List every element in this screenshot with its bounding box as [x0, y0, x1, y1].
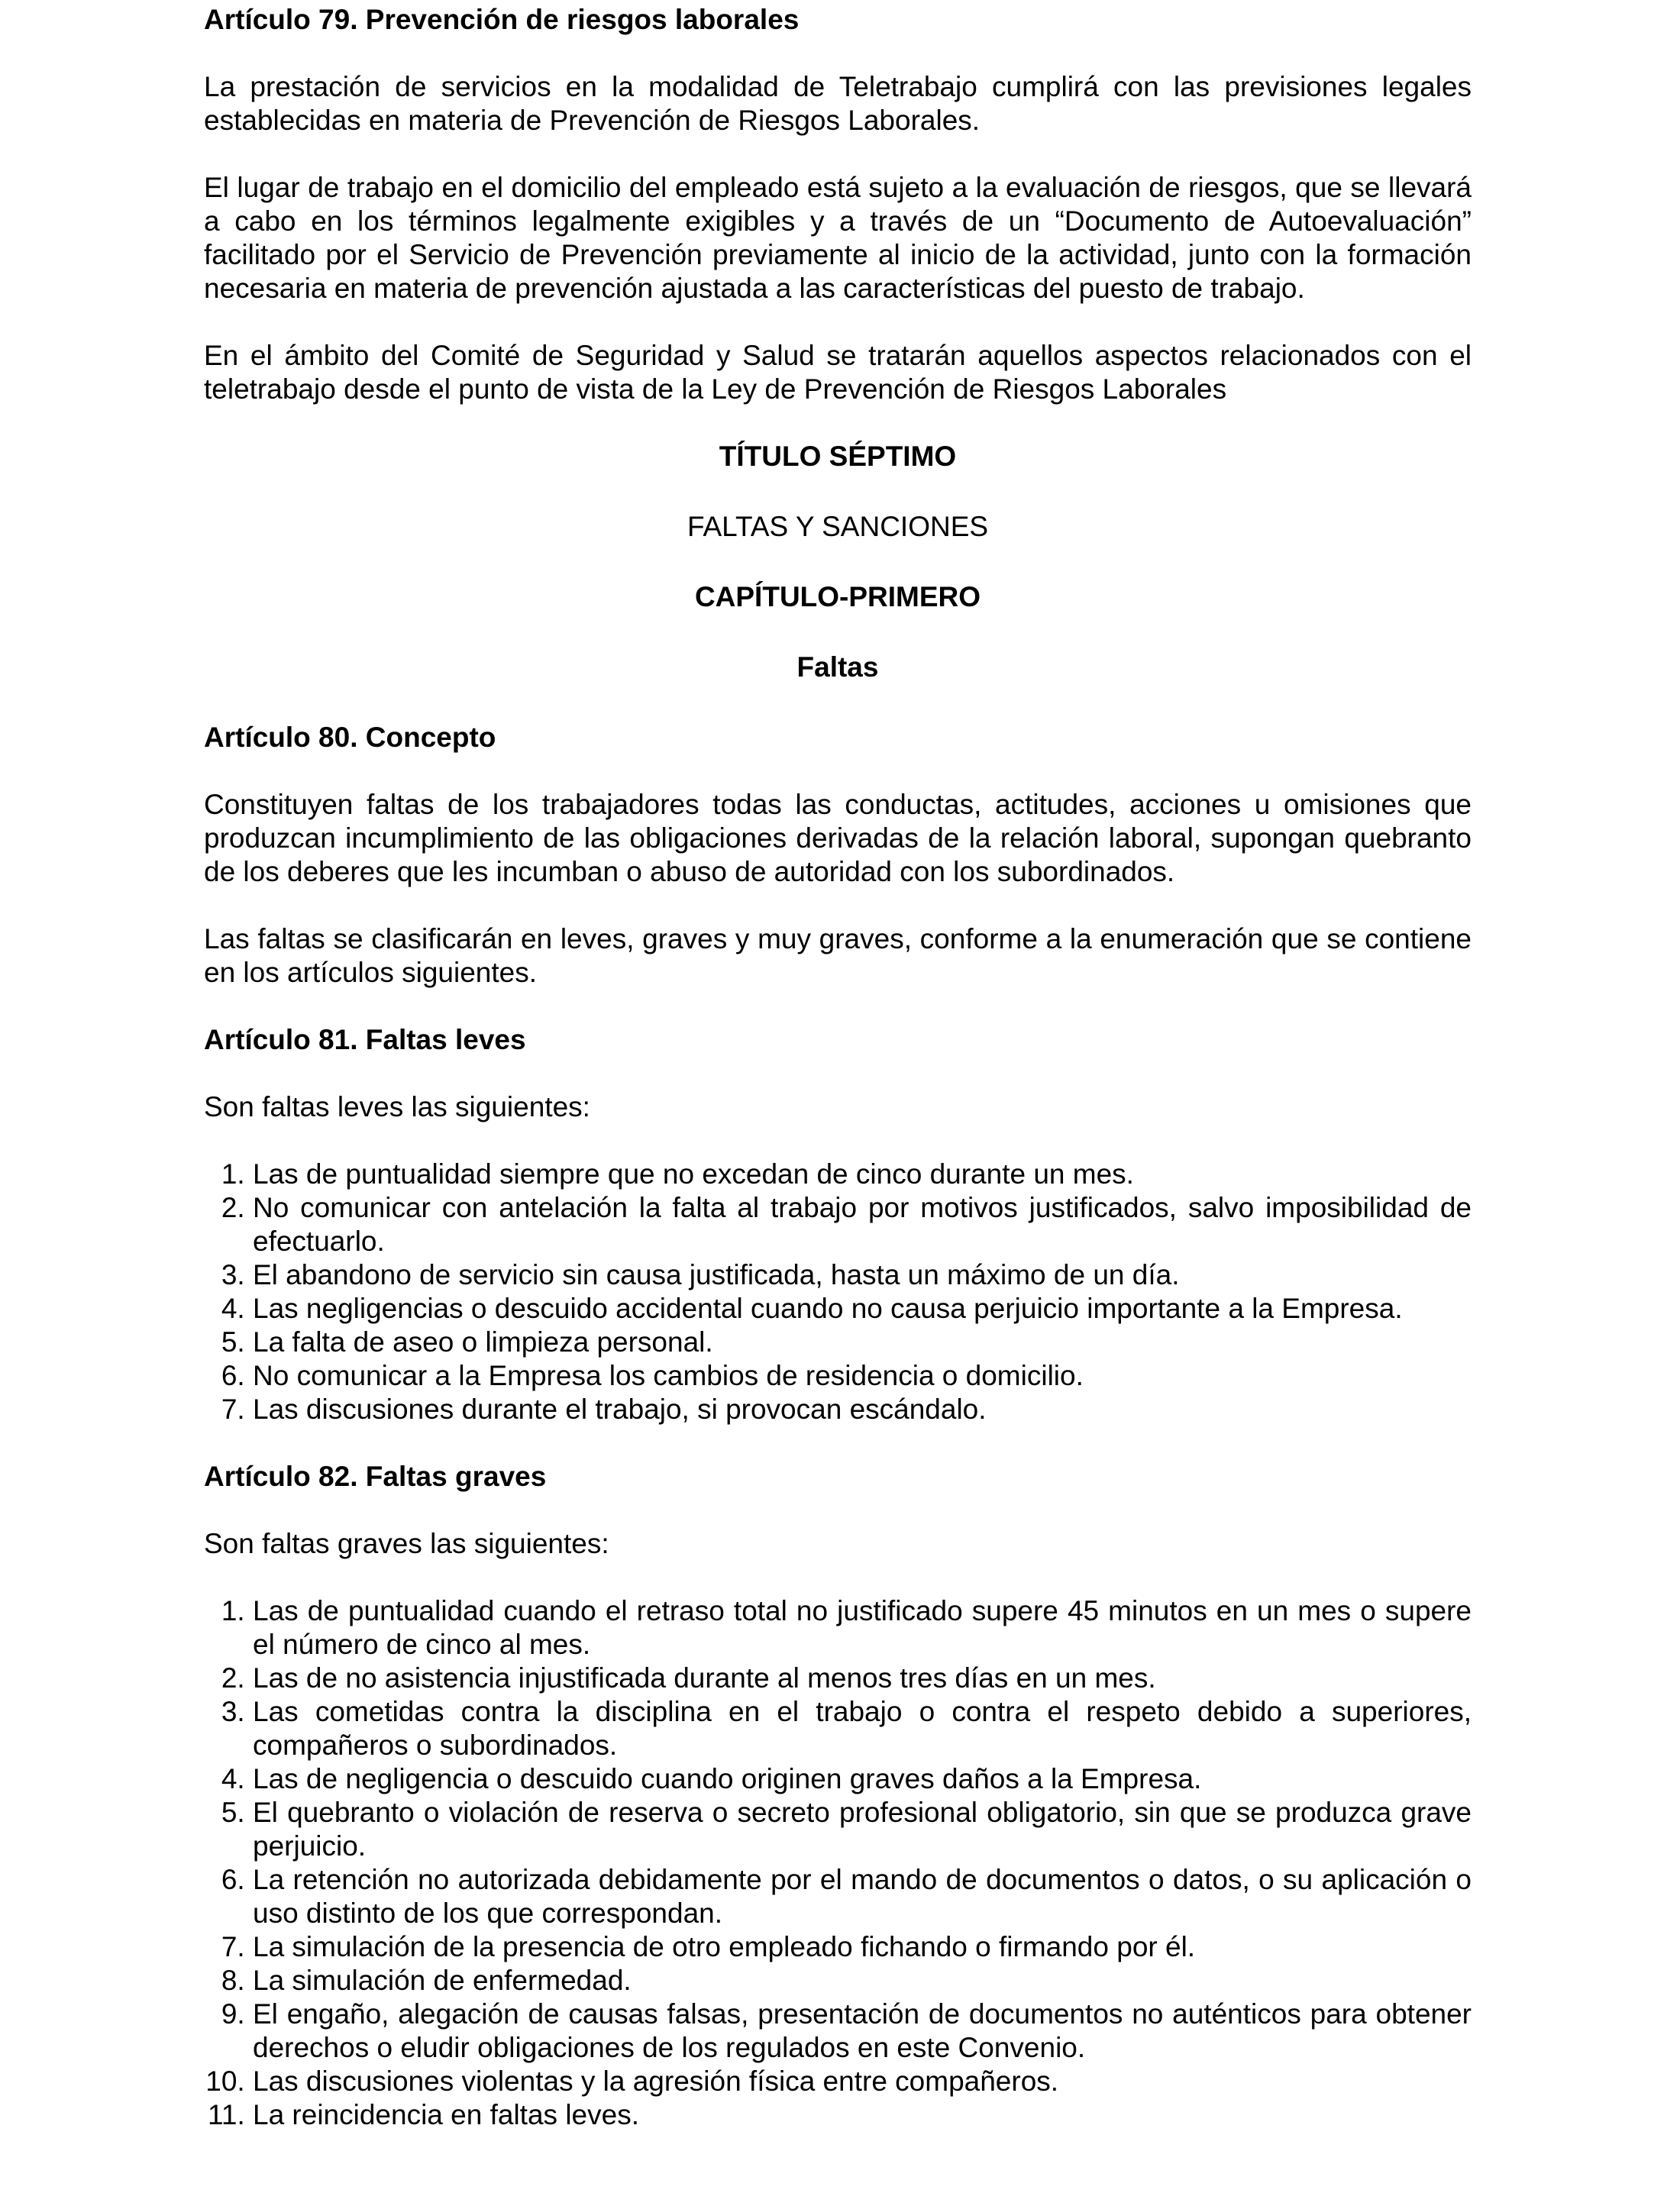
faltas-leves-item: 4. Las negligencias o descuido accidental cuando no causa perjuicio importante a la Empresa.	[253, 1292, 1472, 1326]
faltas-leves-list	[204, 1158, 1472, 1426]
article-80-paragraph-1: Constituyen faltas de los trabajadores todas las conductas, actitudes, acciones u omisiones que produzcan incumplimiento de las obligaciones derivadas de la relación laboral, supongan quebranto de los deberes que les incumban o abuso de autoridad con los subordinados.	[204, 789, 1472, 887]
article-79-paragraph-1: La prestación de servicios en la modalidad de Teletrabajo cumplirá con las previsiones legales establecidas en materia de Prevención de Riesgos Laborales.	[204, 71, 1472, 136]
faltas-graves-list	[204, 1594, 1472, 2132]
article-79-heading: Artículo 79. Prevención de riesgos laborales	[204, 4, 800, 35]
faltas-leves-item: 6. No comunicar a la Empresa los cambios de residencia o domicilio.	[253, 1359, 1472, 1393]
faltas-graves-item: 6. La retención no autorizada debidamente por el mando de documentos o datos, o su aplicación o uso distinto de los que correspondan.	[253, 1863, 1472, 1930]
faltas-graves-item: 11. La reincidencia en faltas leves.	[253, 2098, 1472, 2132]
article-80-paragraph-2: Las faltas se clasificarán en leves, graves y muy graves, conforme a la enumeración que se contiene en los artículos siguientes.	[204, 923, 1472, 988]
faltas-graves-item: 1. Las de puntualidad cuando el retraso total no justificado supere 45 minutos en un mes o supere el número de cinco al mes.	[253, 1594, 1472, 1662]
faltas-graves-item: 9. El engaño, alegación de causas falsas, presentación de documentos no auténticos para obtener derechos o eludir obligaciones de los regulados en este Convenio.	[253, 1998, 1472, 2065]
faltas-graves-item: 8. La simulación de enfermedad.	[253, 1964, 1472, 1998]
faltas-graves-item: 3. Las cometidas contra la disciplina en el trabajo o contra el respeto debido a superiores, compañeros o subordinados.	[253, 1695, 1472, 1762]
article-81-intro: Son faltas leves las siguientes:	[204, 1091, 590, 1122]
faltas-graves-item: 4. Las de negligencia o descuido cuando originen graves daños a la Empresa.	[253, 1762, 1472, 1796]
faltas-leves-item: 3. El abandono de servicio sin causa justificada, hasta un máximo de un día.	[253, 1258, 1472, 1292]
faltas-graves-item: 10. Las discusiones violentas y la agresión física entre compañeros.	[253, 2065, 1472, 2098]
faltas-y-sanciones-heading: FALTAS Y SANCIONES	[687, 511, 989, 542]
titulo-septimo-heading: TÍTULO SÉPTIMO	[719, 441, 957, 472]
faltas-graves-item: 2. Las de no asistencia injustificada durante al menos tres días en un mes.	[253, 1662, 1472, 1695]
faltas-leves-item: 7. Las discusiones durante el trabajo, si provocan escándalo.	[253, 1393, 1472, 1426]
article-82-heading: Artículo 82. Faltas graves	[204, 1461, 547, 1492]
faltas-subheading: Faltas	[796, 651, 879, 683]
article-81-heading: Artículo 81. Faltas leves	[204, 1024, 526, 1055]
faltas-graves-item: 7. La simulación de la presencia de otro empleado fichando o firmando por él.	[253, 1930, 1472, 1964]
faltas-leves-item: 5. La falta de aseo o limpieza personal.	[253, 1326, 1472, 1359]
article-79-paragraph-3: En el ámbito del Comité de Seguridad y Salud se tratarán aquellos aspectos relacionados con el teletrabajo desde el punto de vista de la Ley de Prevención de Riesgos Laborales	[204, 340, 1472, 405]
faltas-graves-item: 5. El quebranto o violación de reserva o secreto profesional obligatorio, sin que se produzca grave perjuicio.	[253, 1796, 1472, 1863]
article-79-paragraph-2: El lugar de trabajo en el domicilio del empleado está sujeto a la evaluación de riesgos, que se llevará a cabo en los términos legalmente exigibles y a través de un “Documento de Autoevaluación” facilitado por el Servicio de Prevención previamente al inicio de la actividad, junto con la formación necesaria en materia de prevención ajustada a las características del puesto de trabajo.	[204, 172, 1472, 304]
article-80-heading: Artículo 80. Concepto	[204, 722, 496, 753]
article-82-intro: Son faltas graves las siguientes:	[204, 1528, 609, 1559]
faltas-leves-item: 1. Las de puntualidad siempre que no excedan de cinco durante un mes.	[253, 1158, 1472, 1191]
capitulo-primero-heading: CAPÍTULO-PRIMERO	[694, 581, 981, 612]
faltas-leves-item: 2. No comunicar con antelación la falta al trabajo por motivos justificados, salvo imposibilidad de efectuarlo.	[253, 1191, 1472, 1258]
